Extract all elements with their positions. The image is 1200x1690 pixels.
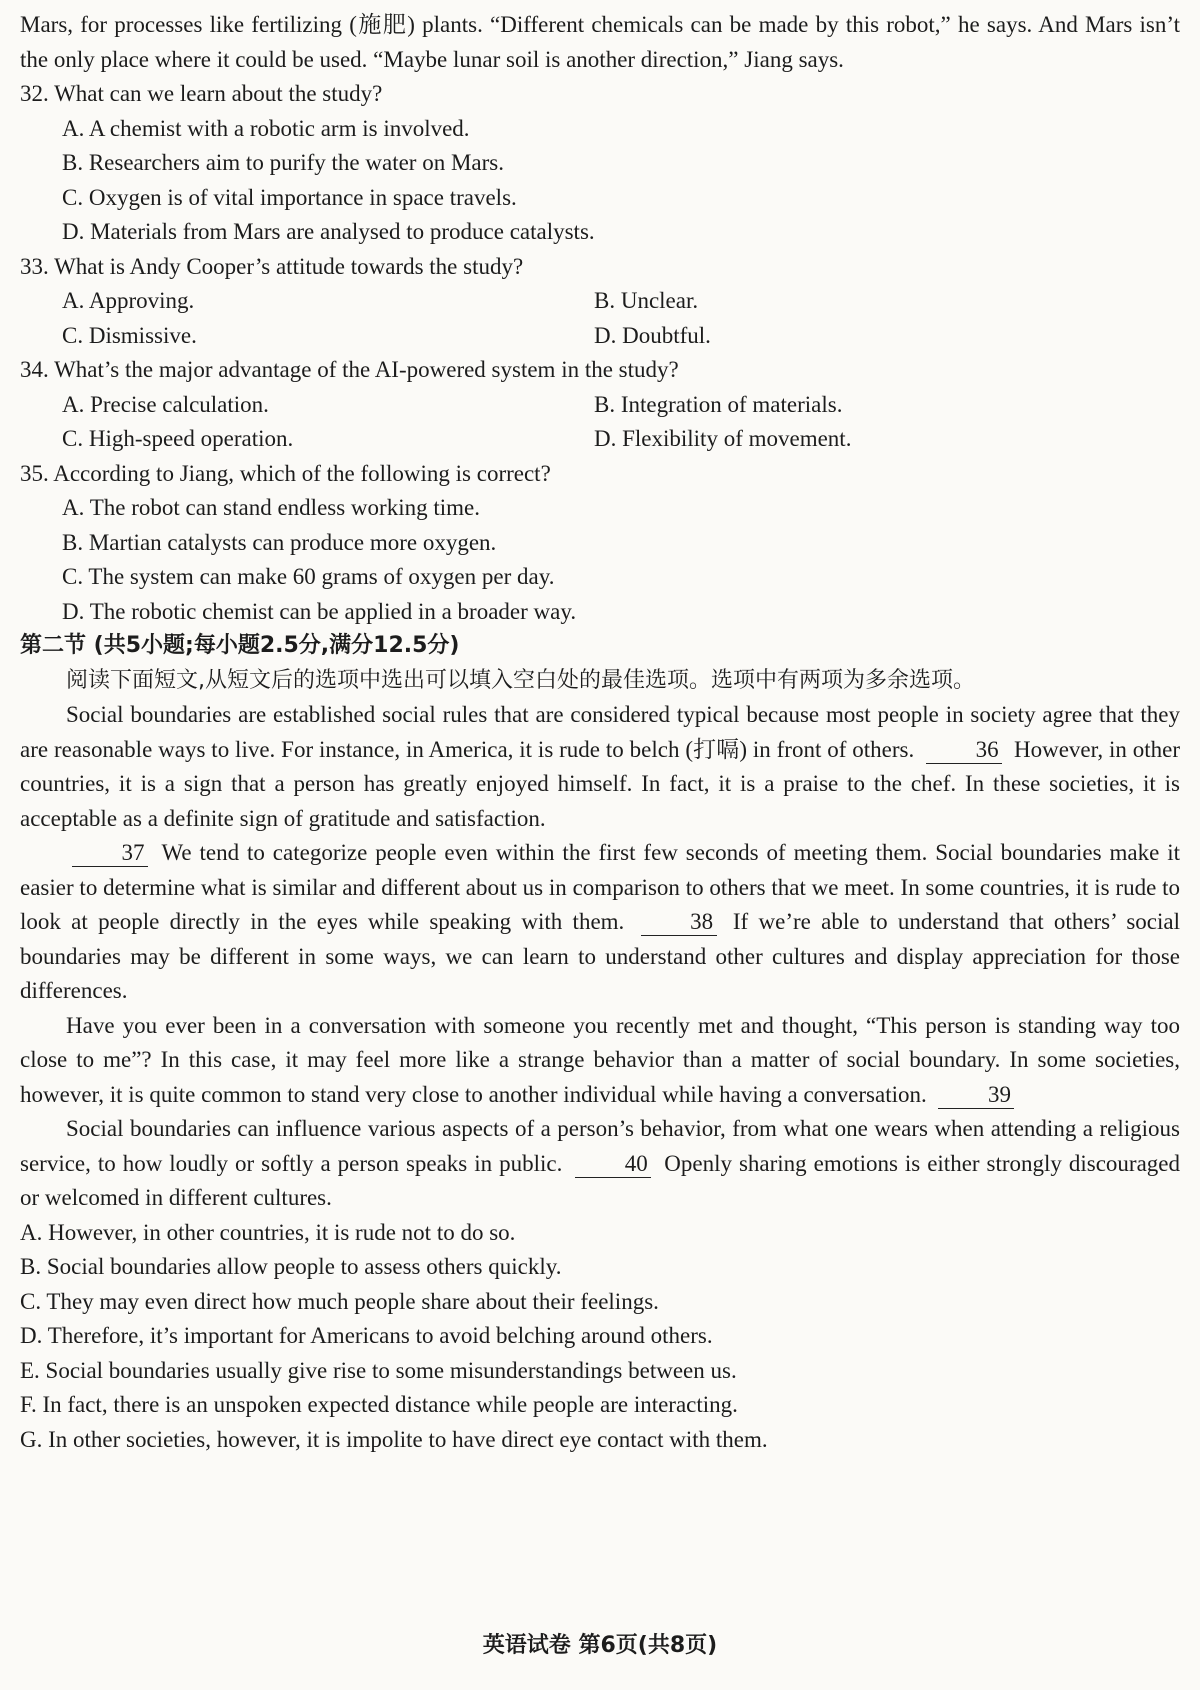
option-b: B. Unclear. <box>594 288 699 313</box>
option-a: A. A chemist with a robotic arm is involved. <box>62 115 470 141</box>
paragraph-text: However, in other countries, it is a sign that a person has greatly enjoyed himself. In fact, it is a praise to the chef. In these societies, it is acceptable as a definite sign of gratitude and satisfaction. <box>20 736 1180 831</box>
option-a: A. Precise calculation. <box>62 391 269 417</box>
blank-40: 40 <box>575 1151 651 1178</box>
passage-ending: Mars, for processes like fertilizing (施肥) plants. “Different chemicals can be made by this robot,” he says. And Mars isn’t the only place where it could be used. “Maybe lunar soil is another direction,” Jiang says. <box>20 12 1180 72</box>
option-c: C. Dismissive. <box>62 322 197 348</box>
choice-e: E. Social boundaries usually give rise to some misunderstandings between us. <box>20 1357 737 1383</box>
blank-36: 36 <box>926 737 1002 764</box>
paragraph-text: Openly sharing emotions is either strongly discouraged or welcomed in different cultures. <box>20 1150 1181 1210</box>
choice-a: A. However, in other countries, it is rude not to do so. <box>20 1219 516 1245</box>
option-d: D. The robotic chemist can be applied in a broader way. <box>62 598 577 624</box>
blank-38: 38 <box>641 909 717 936</box>
option-c: C. The system can make 60 grams of oxygen per day. <box>62 564 555 589</box>
page-footer: 英语试卷 第6页(共8页) <box>482 1633 718 1658</box>
question-35 <box>20 457 1180 630</box>
choice-d: D. Therefore, it’s important for Americans to avoid belching around others. <box>20 1323 713 1348</box>
passage-paragraph-3 <box>20 1009 1180 1113</box>
exam-page <box>20 8 1180 1457</box>
answer-choices <box>20 1216 1180 1458</box>
option-d: D. Materials from Mars are analysed to produce catalysts. <box>62 219 595 244</box>
option-a: A. Approving. <box>62 288 195 313</box>
passage-paragraph-4 <box>20 1112 1180 1216</box>
option-b: B. Martian catalysts can produce more oxygen. <box>62 529 497 555</box>
question-stem: 33. What is Andy Cooper’s attitude towards the study? <box>20 253 524 279</box>
choice-f: F. In fact, there is an unspoken expected distance while people are interacting. <box>20 1392 738 1417</box>
option-b: B. Integration of materials. <box>594 391 843 417</box>
passage-paragraph-1 <box>20 698 1180 836</box>
paragraph-text: We tend to categorize people even within the first few seconds of meeting them. Social boundaries make it easier to determine what is similar and different about us in comparison to others that we meet. In some countries, it is rude to look at people directly in the eyes while speaking with them. <box>20 840 1180 934</box>
question-32 <box>20 77 1180 250</box>
section-heading: 第二节 (共5小题;每小题2.5分,满分12.5分) <box>20 633 460 658</box>
paragraph-text: If we’re able to understand that others’ social boundaries may be different in some ways, we can learn to understand other cultures and display appreciation for those differences. <box>20 909 1181 1003</box>
option-c: C. High-speed operation. <box>62 426 294 451</box>
paragraph-text: Social boundaries can influence various aspects of a person’s behavior, from what one wears when attending a religious service, to how loudly or softly a person speaks in public. <box>20 1116 1180 1176</box>
options-row <box>20 422 1180 457</box>
question-stem: 34. What’s the major advantage of the AI-powered system in the study? <box>20 357 679 382</box>
paragraph-text: Have you ever been in a conversation with someone you recently met and thought, “This person is standing way too close to me”? In this case, it may feel more like a strange behavior than a matter of social boundary. In some societies, however, it is quite common to stand very close to another individual while having a conversation. <box>20 1012 1180 1107</box>
option-d: D. Flexibility of movement. <box>594 426 852 451</box>
options-row <box>20 319 1180 354</box>
paragraph-text: Social boundaries are established social rules that are considered typical because most people in society agree that they are reasonable ways to live. For instance, in America, it is rude to belch (打嗝) in front of others. <box>20 702 1180 762</box>
choice-b: B. Social boundaries allow people to assess others quickly. <box>20 1254 562 1279</box>
question-stem: 35. According to Jiang, which of the following is correct? <box>20 460 551 486</box>
options-row <box>20 284 1180 319</box>
choice-g: G. In other societies, however, it is impolite to have direct eye contact with them. <box>20 1426 768 1452</box>
passage-paragraph-2 <box>20 836 1180 1009</box>
question-33 <box>20 250 1180 354</box>
option-d: D. Doubtful. <box>594 322 711 348</box>
option-c: C. Oxygen is of vital importance in space travels. <box>62 184 517 210</box>
option-b: B. Researchers aim to purify the water on Mars. <box>62 150 504 175</box>
options-row <box>20 388 1180 423</box>
section-instruction: 阅读下面短文,从短文后的选项中选出可以填入空白处的最佳选项。选项中有两项为多余选项。 <box>66 667 975 693</box>
choice-c: C. They may even direct how much people share about their feelings. <box>20 1288 659 1314</box>
option-a: A. The robot can stand endless working time. <box>62 495 480 520</box>
blank-39: 39 <box>938 1082 1014 1109</box>
question-stem: 32. What can we learn about the study? <box>20 81 383 106</box>
blank-37: 37 <box>72 840 148 867</box>
question-34 <box>20 353 1180 457</box>
